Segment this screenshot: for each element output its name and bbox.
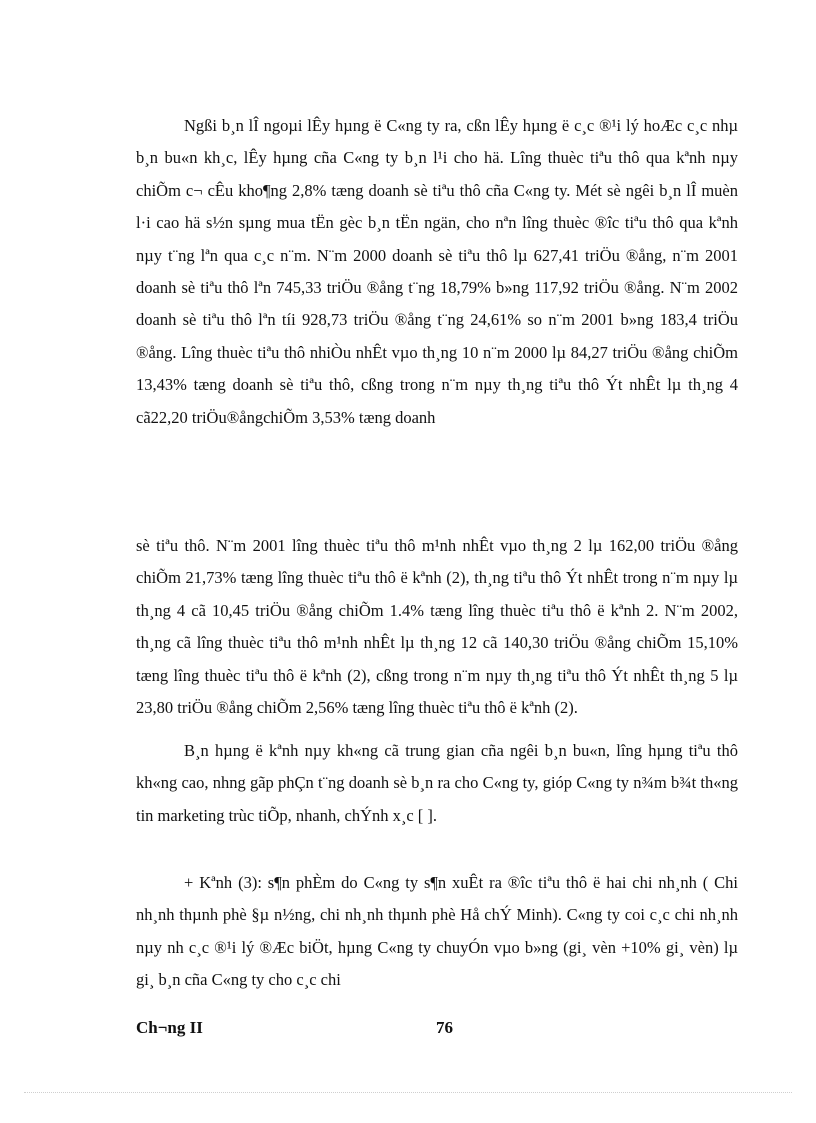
- footer-page-number: 76: [436, 1018, 453, 1037]
- paragraph-4: + Kªnh (3): s¶n phÈm do C«ng ty s¶n xuÊt ra ®îc tiªu thô ë hai chi nh¸nh ( Chi nh¸nh thµnh phè §µ n½ng, chi nh¸nh thµnh phè Hå chÝ Minh). C«ng ty coi c¸c chi nh¸nh nµy nh c¸c ®¹i lý ®Æc biÖt, hµng C«ng ty chuyÓn vµo b»ng (gi¸ vèn +10% gi¸ vèn) lµ gi¸ b¸n cña C«ng ty cho c¸c chi: [136, 873, 738, 990]
- bottom-dotted-rule: [24, 1092, 792, 1093]
- paragraph-2: sè tiªu thô. N¨m 2001 lîng thuèc tiªu thô m¹nh nhÊt vµo th¸ng 2 lµ 162,00 triÖu ®ång chiÕm 21,73% tæng lîng thuèc tiªu thô ë kªnh (2), th¸ng tiªu thô Ýt nhÊt trong n¨m nµy lµ th¸ng 4 cã 10,45 triÖu ®ång chiÕm 1.4% tæng lîng thuèc tiªu thô ë kªnh 2. N¨m 2002, th¸ng cã lîng thuèc tiªu thô m¹nh nhÊt lµ th¸ng 12 cã 140,30 triÖu ®ång chiÕm 15,10% tæng lîng thuèc tiªu thô ë kªnh (2), cßng trong n¨m nµy th¸ng tiªu thô Ýt nhÊt th¸ng 5 lµ 23,80 triÖu ®ång chiÕm 2,56% tæng lîng thuèc tiªu thô ë kªnh (2).: [136, 536, 738, 718]
- paragraph-3: B¸n hµng ë kªnh nµy kh«ng cã trung gian cña ngêi b¸n bu«n, lîng hµng tiªu thô kh«ng cao, nhng gãp phÇn t¨ng doanh sè b¸n ra cho C«ng ty, gióp C«ng ty n¾m b¾t th«ng tin marketing trùc tiÕp, nhanh, chÝnh x¸c [ ].: [136, 741, 738, 825]
- paragraph-1: Ngßi b¸n lÎ ngoµi lÊy hµng ë C«ng ty ra, cßn lÊy hµng ë c¸c ®¹i lý hoÆc c¸c nhµ b¸n bu«n kh¸c, lÊy hµng cña C«ng ty b¸n l¹i cho hä. Lîng thuèc tiªu thô qua kªnh nµy chiÕm c¬ cÊu kho¶ng 2,8% tæng doanh sè tiªu thô cña C«ng ty. Mét sè ngêi b¸n lÎ muèn l·i cao hä s½n sµng mua tËn gèc b¸n tËn ngän, cho nªn lîng thuèc ®îc tiªu thô qua kªnh nµy t¨ng lªn qua c¸c n¨m. N¨m 2000 doanh sè tiªu thô lµ 627,41 triÖu ®ång, n¨m 2001 doanh sè tiªu thô lªn 745,33 triÖu ®ång t¨ng 18,79% b»ng 117,92 triÖu ®ång. N¨m 2002 doanh sè tiªu thô lªn tíi 928,73 triÖu ®ång t¨ng 24,61% so n¨m 2001 b»ng 183,4 triÖu ®ång. Lîng thuèc tiªu thô nhiÒu nhÊt vµo th¸ng 10 n¨m 2000 lµ 84,27 triÖu ®ång chiÕm 13,43% tæng doanh sè tiªu thô, cßng trong n¨m nµy th¸ng tiªu thô Ýt nhÊt lµ th¸ng 4 cã22,20 triÖu®ångchiÕm 3,53% tæng doanh: [136, 116, 738, 427]
- footer-chapter: Ch¬ng II: [136, 1018, 203, 1037]
